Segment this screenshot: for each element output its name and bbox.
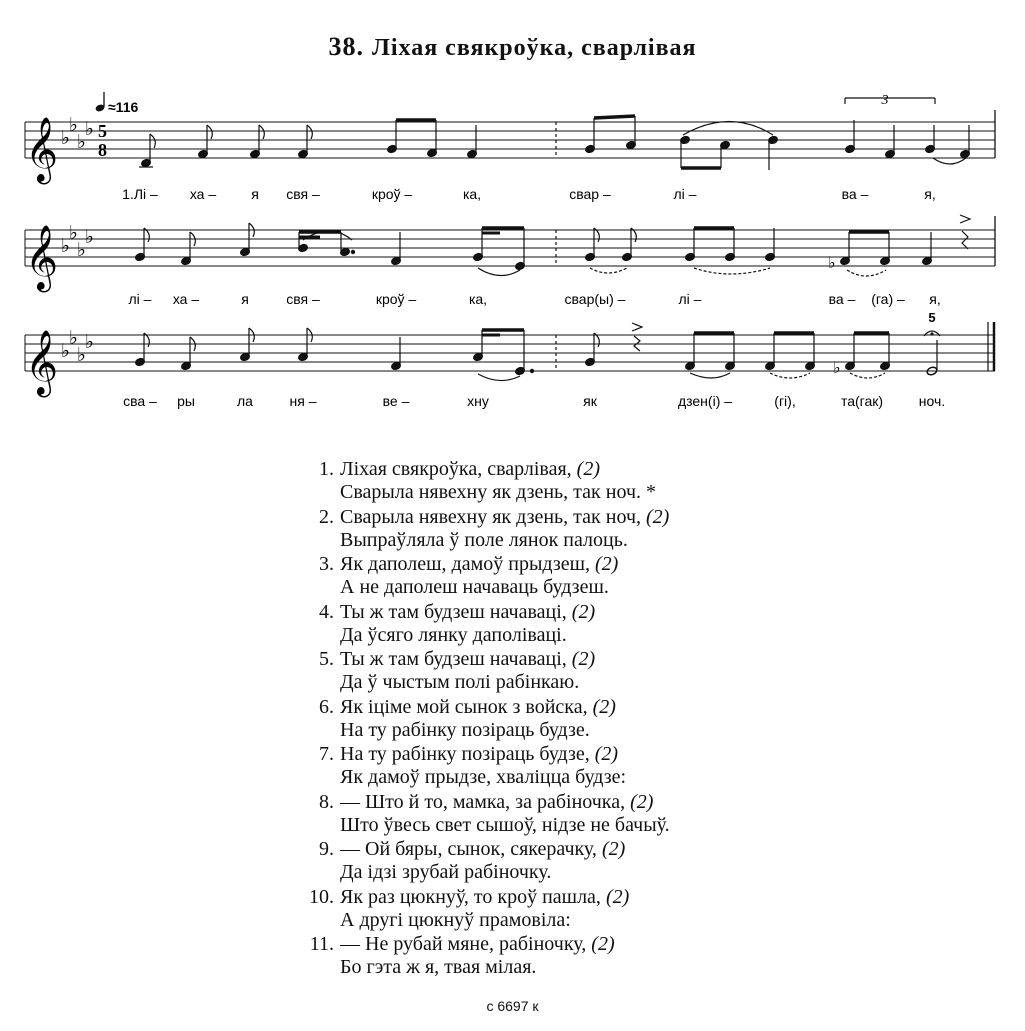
- lyrics-line-3: [123, 393, 945, 409]
- svg-text:лі –: лі –: [678, 291, 702, 307]
- verse-line-2: Да ўсяго лянку даполіваці.: [340, 623, 567, 646]
- key-signature-flats: [61, 222, 94, 261]
- verse: [300, 648, 900, 694]
- svg-text:я,: я,: [924, 186, 936, 202]
- svg-text:♭: ♭: [61, 127, 70, 149]
- verse-line-2: А не даполеш начаваць будзеш.: [340, 576, 609, 598]
- music-score: [0, 90, 1025, 420]
- verse-line-2: На ту рабінку позіраць будзе.: [340, 718, 590, 741]
- svg-text:5: 5: [98, 121, 107, 141]
- svg-text:сва –: сва –: [123, 393, 157, 409]
- key-signature-flats: [61, 327, 94, 366]
- svg-text:♭: ♭: [69, 222, 78, 244]
- verse-line-1: Ліхая свякроўка, сварлівая,: [340, 458, 572, 480]
- verse-number: 6.: [319, 695, 334, 718]
- svg-text:♭: ♭: [61, 235, 70, 257]
- svg-text:♭: ♭: [85, 226, 94, 248]
- verse-line-2: Выпраўляла ў поле лянок палоць.: [340, 528, 628, 551]
- svg-text:я: я: [241, 291, 249, 307]
- verse: [300, 696, 900, 742]
- verse-number: 10.: [309, 885, 334, 908]
- verse-line-1: — Што й то, мамка, за рабіночка,: [340, 790, 626, 813]
- svg-text:свя –: свя –: [286, 291, 320, 307]
- repeat-marker: (2): [605, 885, 630, 908]
- svg-text:хну: хну: [467, 393, 489, 409]
- repeat-marker: (2): [601, 838, 626, 860]
- treble-clef-icon: 𝄞: [25, 117, 59, 182]
- svg-text:свя –: свя –: [286, 186, 320, 202]
- svg-text:♭: ♭: [61, 340, 70, 362]
- svg-text:дзен(і) –: дзен(і) –: [677, 393, 733, 409]
- staff-system-1: [25, 93, 995, 202]
- treble-clef-icon: 𝄞: [25, 330, 59, 395]
- repeat-marker: (2): [576, 458, 600, 480]
- time-signature: [98, 121, 107, 160]
- repeat-marker: (2): [571, 648, 596, 670]
- svg-text:кроў –: кроў –: [371, 186, 413, 202]
- svg-text:1.Лі –: 1.Лі –: [122, 186, 158, 202]
- verse-line-1: На ту рабінку позіраць будзе,: [340, 743, 590, 765]
- verse-line-2: Сварыла нявехну як дзень, так ноч. *: [340, 481, 656, 503]
- song-title-text: Ліхая свякроўка, сварлівая: [371, 35, 697, 61]
- flat-accidental: ♭: [833, 358, 841, 377]
- verse-number: 9.: [319, 838, 334, 860]
- verse: [300, 458, 900, 504]
- svg-text:кроў –: кроў –: [375, 291, 417, 307]
- repeat-marker: (2): [595, 553, 619, 575]
- verse-number: 11.: [309, 933, 334, 955]
- svg-text:як: як: [583, 393, 597, 409]
- verse: [300, 838, 900, 884]
- verse-number: 7.: [319, 743, 334, 765]
- verse: [300, 933, 900, 979]
- fermata-number: 5: [928, 310, 936, 325]
- staff-system-2: [25, 215, 995, 307]
- svg-text:ха –: ха –: [189, 186, 217, 202]
- svg-text:ка,: ка,: [468, 291, 488, 307]
- verse-line-2: Да ў чыстым полі рабінкаю.: [340, 671, 580, 693]
- svg-text:лі –: лі –: [128, 291, 152, 307]
- verse-line-1: — Не рубай мяне, рабіночку,: [340, 933, 587, 955]
- svg-text:я,: я,: [929, 291, 941, 307]
- svg-text:ла: ла: [237, 393, 253, 409]
- svg-text:ве –: ве –: [382, 393, 410, 409]
- lyrics-line-2: [129, 291, 941, 307]
- svg-text:я: я: [251, 186, 259, 202]
- svg-text:ва –: ва –: [841, 186, 869, 202]
- lyrics-line-1: [122, 186, 936, 202]
- svg-text:свар –: свар –: [569, 186, 611, 202]
- verse: [300, 743, 900, 789]
- repeat-marker: (2): [630, 790, 654, 813]
- repeat-marker: (2): [592, 695, 616, 718]
- svg-text:♭: ♭: [85, 118, 94, 140]
- verse-line-1: Як даполеш, дамоў прыдзеш,: [340, 553, 590, 575]
- verse-line-1: Сварыла нявехну як дзень, так ноч,: [340, 505, 641, 528]
- song-title: [0, 32, 1025, 62]
- triplet-marker: 3: [881, 93, 889, 108]
- verse-number: 5.: [319, 648, 334, 670]
- svg-text:ня –: ня –: [289, 393, 317, 409]
- verse-number: 8.: [319, 790, 334, 813]
- svg-text:та(гак): та(гак): [840, 393, 884, 409]
- verse-line-2: Што ўвесь свет сышоў, нідзе не бачыў.: [340, 813, 670, 836]
- verse-line-2: Як дамоў прыдзе, хваліцца будзе:: [340, 766, 627, 788]
- svg-text:(гі),: (гі),: [774, 393, 796, 409]
- repeat-marker: (2): [591, 933, 615, 955]
- repeat-marker: (2): [646, 505, 670, 528]
- page-footer: с 6697 к: [486, 998, 539, 1014]
- staff-system-3: [25, 310, 995, 409]
- verse: [300, 553, 900, 599]
- verse-line-1: Як раз цюкнуў, то кроў пашла,: [340, 885, 601, 908]
- key-signature-flats: [61, 114, 94, 153]
- flat-accidental: ♭: [828, 253, 836, 272]
- treble-clef-icon: 𝄞: [25, 225, 59, 290]
- verse-line-2: А другі цюкнуў прамовіла:: [340, 908, 571, 931]
- repeat-marker: (2): [571, 600, 596, 623]
- svg-text:свар(ы) –: свар(ы) –: [564, 291, 626, 307]
- verse-number: 1.: [319, 458, 334, 480]
- verse-line-1: Як іціме мой сынок з войска,: [340, 695, 588, 718]
- verse-line-1: Ты ж там будзеш начаваці,: [340, 600, 567, 623]
- verse: [300, 506, 900, 552]
- svg-text:♭: ♭: [77, 131, 86, 153]
- verse: [300, 886, 900, 932]
- svg-text:ва –: ва –: [828, 291, 856, 307]
- song-verses: [300, 458, 900, 981]
- svg-text:(га) –: (га) –: [871, 291, 905, 307]
- svg-text:ха –: ха –: [172, 291, 200, 307]
- svg-text:8: 8: [98, 140, 107, 160]
- verse-line-2: Да ідзі зрубай рабіночку.: [340, 861, 552, 883]
- svg-text:♭: ♭: [69, 114, 78, 136]
- repeat-marker: (2): [594, 743, 619, 765]
- song-number: 38.: [328, 32, 364, 61]
- tempo-marking: [95, 92, 139, 115]
- svg-text:♭: ♭: [77, 344, 86, 366]
- verse: [300, 601, 900, 647]
- svg-text:ка,: ка,: [462, 186, 482, 202]
- svg-text:ры: ры: [177, 393, 195, 409]
- svg-text:♭: ♭: [85, 331, 94, 353]
- svg-text:♭: ♭: [69, 327, 78, 349]
- svg-text:лі –: лі –: [673, 186, 697, 202]
- verse-number: 2.: [319, 505, 334, 528]
- svg-text:ноч.: ноч.: [918, 393, 946, 409]
- svg-text:♭: ♭: [77, 239, 86, 261]
- verse-number: 4.: [319, 600, 334, 623]
- verse-number: 3.: [319, 553, 334, 575]
- verse-line-1: — Ой бяры, сынок, сякерачку,: [340, 838, 597, 860]
- verse-line-2: Бо гэта ж я, твая мілая.: [340, 956, 537, 978]
- verse: [300, 791, 900, 837]
- tempo-value: ≈116: [108, 99, 139, 115]
- verse-line-1: Ты ж там будзеш начаваці,: [340, 648, 567, 670]
